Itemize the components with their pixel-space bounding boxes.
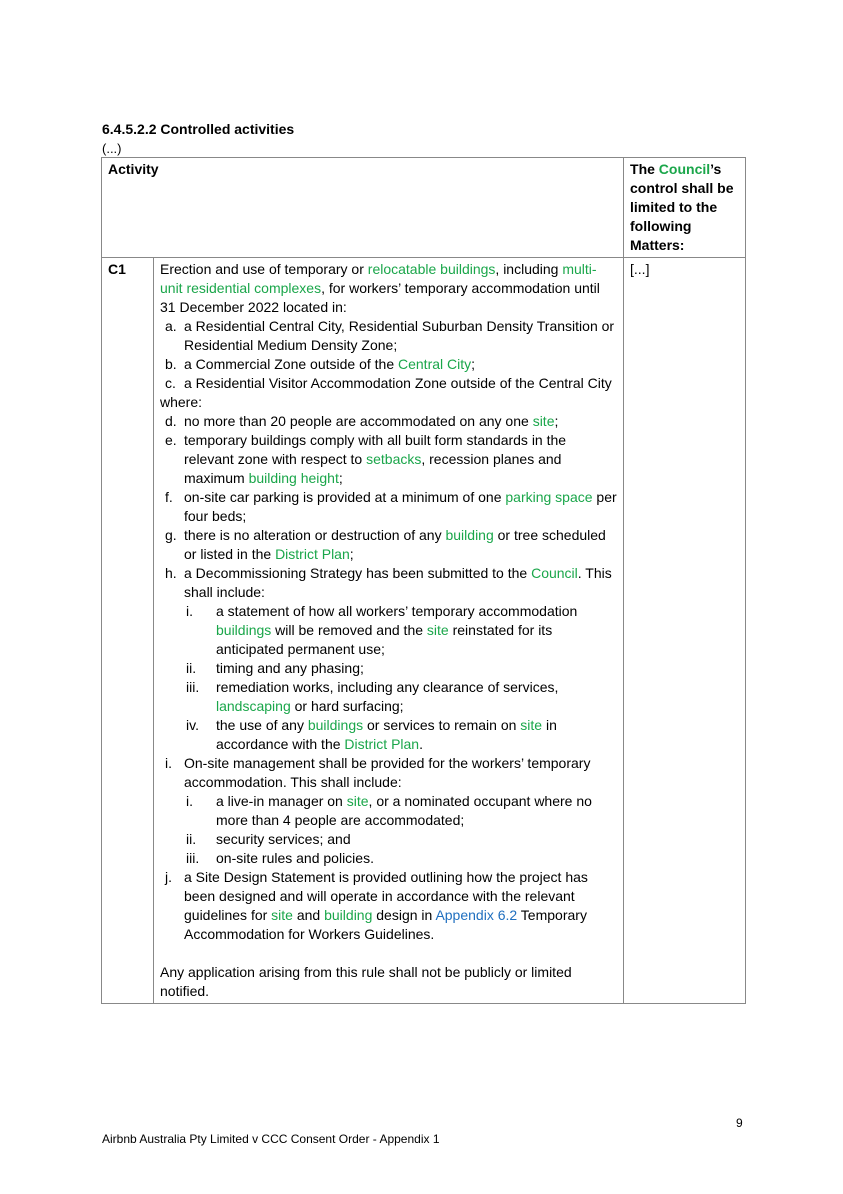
list-item	[160, 431, 617, 488]
list-item	[160, 412, 617, 431]
table-row	[102, 258, 746, 1004]
text-run: design in	[372, 907, 436, 923]
defined-term-link[interactable]: site	[532, 413, 555, 429]
defined-term-link[interactable]: buildings	[216, 622, 272, 638]
defined-term-link[interactable]: District Plan	[344, 736, 420, 752]
list-marker: i.	[186, 793, 193, 809]
footer-text: Airbnb Australia Pty Limited v CCC Consent Order - Appendix 1	[102, 1132, 440, 1146]
text-run: a statement of how all workers’ temporary accommodation	[216, 603, 578, 619]
list-marker: c.	[165, 375, 176, 391]
activity-intro	[160, 260, 617, 317]
text-run: ;	[338, 470, 343, 486]
table-header-row	[102, 158, 746, 258]
list-item	[160, 564, 617, 602]
text-run: , including	[495, 261, 563, 277]
control-matters: [...]	[630, 261, 650, 277]
list-marker: a.	[165, 318, 177, 334]
defined-term-link[interactable]: relocatable buildings	[367, 261, 496, 277]
defined-term-link[interactable]: building height	[248, 470, 339, 486]
defined-term-link[interactable]: setbacks	[366, 451, 422, 467]
defined-term-link[interactable]: site	[271, 907, 293, 923]
list-item	[160, 317, 617, 355]
row-code: C1	[102, 258, 154, 1004]
list-marker: iii.	[186, 679, 200, 695]
defined-term-link[interactable]: parking space	[505, 489, 593, 505]
controlled-activities-table	[101, 157, 746, 1004]
text-run: Erection and use of temporary or	[160, 261, 368, 277]
where-label: where:	[160, 394, 203, 410]
text-run: the use of any	[216, 717, 308, 733]
list-item	[160, 355, 617, 374]
text-run: , recession planes and maximum	[184, 451, 562, 486]
spacer	[160, 944, 617, 963]
text-run: timing and any phasing;	[216, 660, 364, 676]
control-cell	[624, 258, 746, 1004]
text-run: on-site car parking is provided at a minimum of one	[184, 489, 506, 505]
list-marker: h.	[165, 565, 177, 581]
defined-term-link[interactable]: landscaping	[216, 698, 291, 714]
text-run: a Commercial Zone outside of the	[184, 356, 398, 372]
text-run: , for workers’ temporary accommodation until 31 December 2022 located in:	[160, 280, 600, 315]
text-run: remediation works, including any clearance of services,	[216, 679, 559, 695]
list-marker: i.	[186, 603, 193, 619]
list-marker: ii.	[186, 831, 197, 847]
list-marker: iv.	[186, 717, 199, 733]
list-marker: b.	[165, 356, 177, 372]
text-run: temporary buildings comply with all built form standards in the relevant zone with respect to	[184, 432, 567, 467]
sub-list-item	[160, 716, 617, 754]
section-heading: 6.4.5.2.2 Controlled activities	[102, 121, 295, 137]
defined-term-link[interactable]: District Plan	[275, 546, 350, 562]
text-run: a live-in manager on	[216, 793, 347, 809]
sub-list-item	[160, 830, 617, 849]
text-run: and	[292, 907, 325, 923]
list-marker: e.	[165, 432, 177, 448]
text-run: or hard surfacing;	[290, 698, 404, 714]
list-marker: i.	[165, 755, 172, 771]
text-run: .	[419, 736, 423, 752]
text-run: a Residential Visitor Accommodation Zone outside of the Central City	[184, 375, 612, 391]
list-item	[160, 754, 617, 792]
list-item	[160, 488, 617, 526]
defined-term-link[interactable]: site	[346, 793, 369, 809]
text-run: per four beds;	[184, 489, 617, 524]
header-control-pre: The	[630, 161, 659, 177]
text-run: ;	[349, 546, 354, 562]
council-term[interactable]: Council	[658, 161, 711, 177]
text-run: reinstated for its anticipated permanent use;	[216, 622, 553, 657]
list-item	[160, 526, 617, 564]
text-run: in accordance with the	[216, 717, 557, 752]
sub-list-item	[160, 792, 617, 830]
text-run: will be removed and the	[271, 622, 427, 638]
sub-list-item	[160, 659, 617, 678]
sub-list-item	[160, 678, 617, 716]
defined-term-link[interactable]: site	[520, 717, 543, 733]
notification-clause: Any application arising from this rule shall not be publicly or limited notified.	[160, 964, 572, 999]
sub-list-item	[160, 602, 617, 659]
text-run: or services to remain on	[363, 717, 521, 733]
appendix-link[interactable]: Appendix 6.2	[435, 907, 518, 923]
list-marker: d.	[165, 413, 177, 429]
header-control-post: ’s control shall be limited to the following Matters:	[630, 161, 734, 253]
defined-term-link[interactable]: building	[445, 527, 494, 543]
text-run: a Residential Central City, Residential Suburban Density Transition or Residential Medium Density Zone;	[184, 318, 615, 353]
text-run: . This shall include:	[184, 565, 612, 600]
text-run: Temporary Accommodation for Workers Guidelines.	[184, 907, 587, 942]
activity-cell	[154, 258, 624, 1004]
defined-term-link[interactable]: Council	[531, 565, 578, 581]
sub-list-item	[160, 849, 617, 868]
omission-marker: (...)	[102, 141, 122, 156]
defined-term-link[interactable]: multi-unit residential complexes	[160, 261, 597, 296]
list-item	[160, 868, 617, 944]
defined-term-link[interactable]: site	[426, 622, 449, 638]
defined-term-link[interactable]: buildings	[307, 717, 364, 733]
header-control	[624, 158, 746, 258]
list-marker: iii.	[186, 850, 200, 866]
page-number: 9	[736, 1116, 743, 1130]
defined-term-link[interactable]: building	[324, 907, 373, 923]
text-run: there is no alteration or destruction of any	[184, 527, 446, 543]
defined-term-link[interactable]: Central City	[398, 356, 472, 372]
text-run: or tree scheduled or listed in the	[184, 527, 606, 562]
text-run: , or a nominated occupant where no more than 4 people are accommodated;	[216, 793, 592, 828]
text-run: ;	[554, 413, 559, 429]
list-item	[160, 374, 617, 393]
text-run: On-site management shall be provided for the workers’ temporary accommodation. This shall include:	[184, 755, 591, 790]
list-marker: ii.	[186, 660, 197, 676]
list-marker: g.	[165, 527, 177, 543]
list-marker: f.	[165, 489, 173, 505]
text-run: a Decommissioning Strategy has been submitted to the	[184, 565, 532, 581]
text-run: on-site rules and policies.	[216, 850, 374, 866]
text-run: a Site Design Statement is provided outlining how the project has been designed and will operate in accordance with the relevant guidelines for	[184, 869, 588, 923]
text-run: ;	[471, 356, 476, 372]
text-run: no more than 20 people are accommodated on any one	[184, 413, 533, 429]
header-activity: Activity	[102, 158, 624, 258]
list-marker: j.	[165, 869, 172, 885]
text-run: security services; and	[216, 831, 351, 847]
